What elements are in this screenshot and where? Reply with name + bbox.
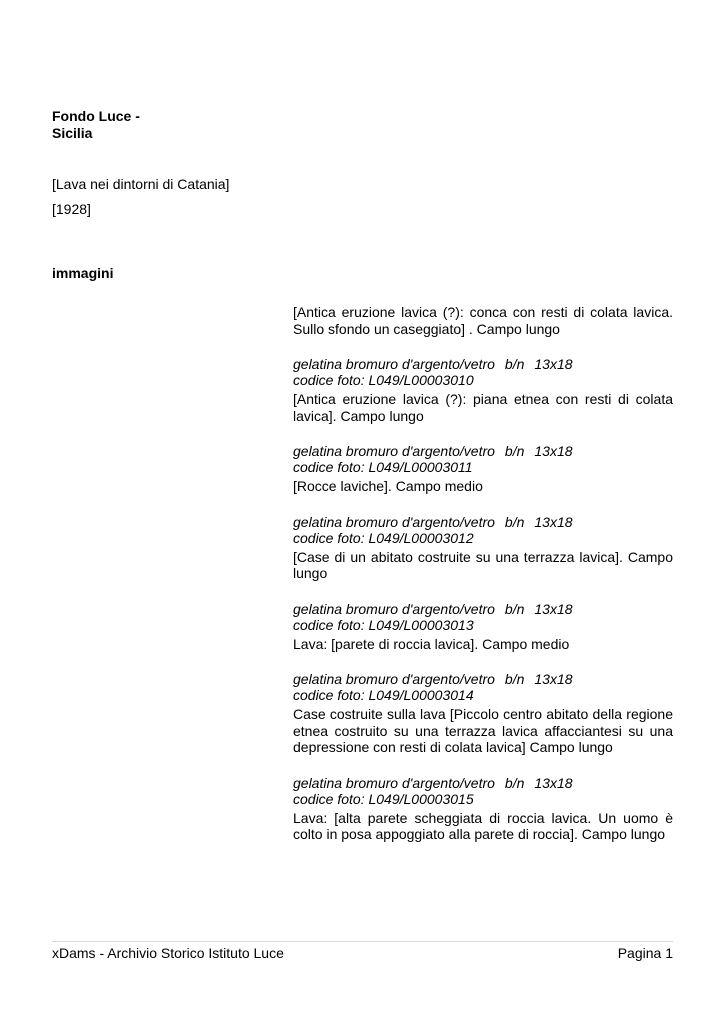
item-technique: gelatina bromuro d'argento/vetro <box>293 513 495 530</box>
item-size: 13x18 <box>534 443 573 459</box>
item-technique: gelatina bromuro d'argento/vetro <box>293 356 495 372</box>
item-meta <box>293 671 673 703</box>
item-size: 13x18 <box>534 513 573 530</box>
item-technique: gelatina bromuro d'argento/vetro <box>293 600 495 617</box>
item-description: Lava: [parete di roccia lavica]. Campo medio <box>293 635 570 652</box>
item-description: [Case di un abitato costruite su una terrazza lavica]. Campo lungo <box>293 548 673 581</box>
footer-archive-name: xDams - Archivio Storico Istituto Luce <box>52 945 284 961</box>
page-number: Pagina 1 <box>617 945 673 961</box>
item-meta <box>293 601 673 633</box>
item-technique: gelatina bromuro d'argento/vetro <box>293 774 495 791</box>
item-meta <box>293 356 673 388</box>
item-technique: gelatina bromuro d'argento/vetro <box>293 443 495 459</box>
item-code: codice foto: L049/L00003014 <box>293 687 474 703</box>
image-records <box>293 304 673 843</box>
record-title: [Lava nei dintorni di Catania] <box>52 176 230 192</box>
item-color: b/n <box>504 671 525 687</box>
item-size: 13x18 <box>534 671 573 687</box>
fondo-line-2: Sicilia <box>52 125 93 141</box>
item-code: codice foto: L049/L00003013 <box>293 616 474 633</box>
fondo-line-1: Fondo Luce - <box>52 108 140 124</box>
record-date: [1928] <box>52 201 91 217</box>
item-code: codice foto: L049/L00003011 <box>293 459 473 475</box>
item-description: [Antica eruzione lavica (?): piana etnea con resti di colata lavica]. Campo lungo <box>293 391 673 424</box>
item-color: b/n <box>504 600 525 617</box>
item-description: Case costruite sulla lava [Piccolo centro abitato della regione etnea costruito su una terrazza lavica affacciantesi su una depressione con resti di colata lavica] Campo lungo <box>293 706 673 755</box>
item-color: b/n <box>504 356 525 372</box>
item-description: Lava: [alta parete scheggiata di roccia lavica. Un uomo è colto in posa appoggiato alla parete di roccia]. Campo lungo <box>293 809 673 842</box>
item-code: codice foto: L049/L00003010 <box>293 372 474 388</box>
item-description: [Antica eruzione lavica (?): conca con resti di colata lavica. Sullo sfondo un caseggiato] . Campo lungo <box>293 304 673 337</box>
item-color: b/n <box>504 774 525 791</box>
section-label: immagini <box>52 265 114 281</box>
item-meta <box>293 443 673 475</box>
item-size: 13x18 <box>534 600 573 617</box>
item-size: 13x18 <box>534 356 573 372</box>
item-description: [Rocce laviche]. Campo medio <box>293 478 483 494</box>
item-meta <box>293 775 673 807</box>
item-meta <box>293 514 673 546</box>
item-code: codice foto: L049/L00003015 <box>293 790 474 807</box>
fondo-heading <box>52 108 140 142</box>
item-size: 13x18 <box>534 774 573 791</box>
item-color: b/n <box>504 513 525 530</box>
item-technique: gelatina bromuro d'argento/vetro <box>293 671 495 687</box>
footer-divider <box>52 941 673 942</box>
item-color: b/n <box>504 443 525 459</box>
item-code: codice foto: L049/L00003012 <box>293 529 474 546</box>
